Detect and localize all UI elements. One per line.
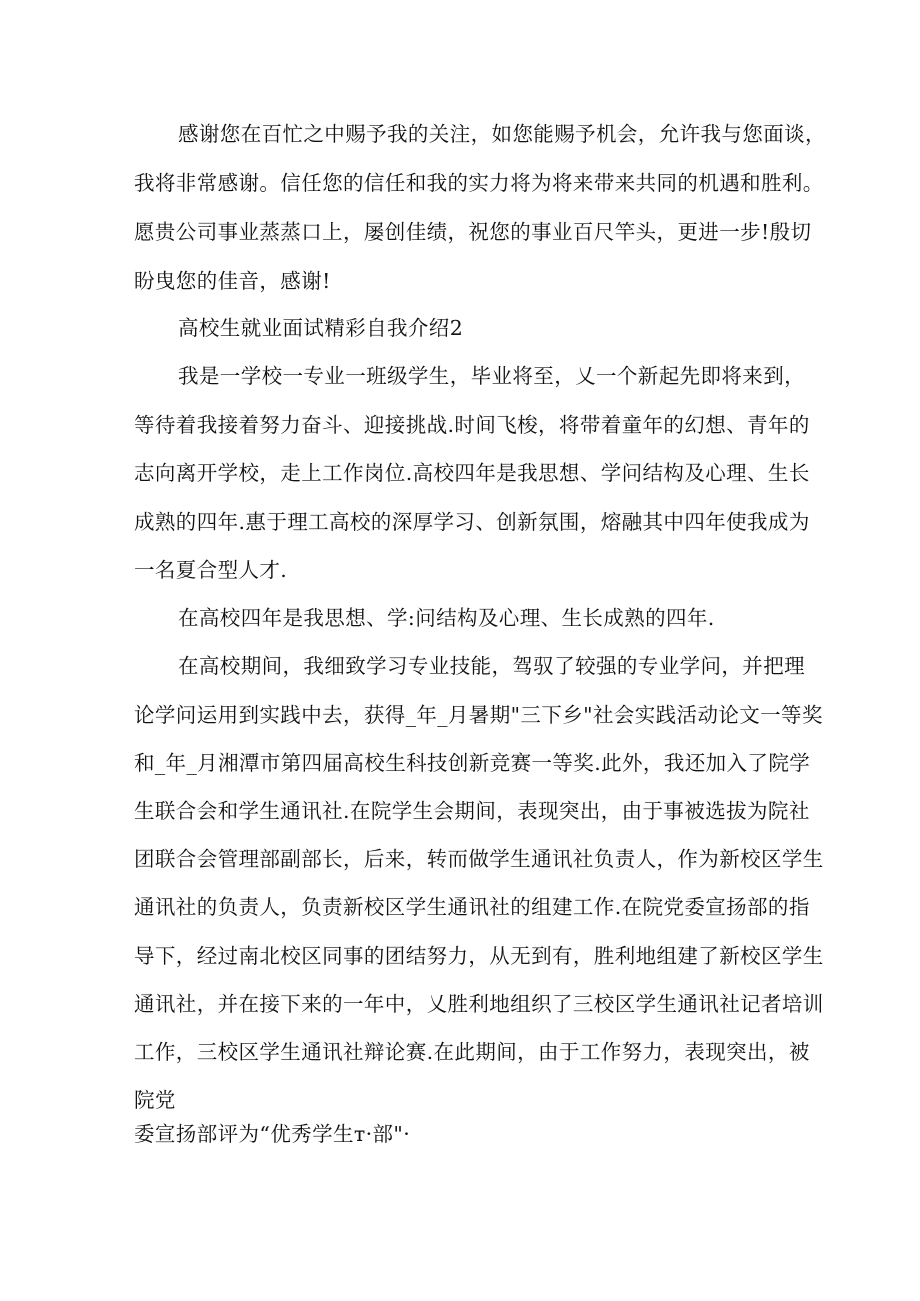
paragraph-1-line-4: 盼曳您的佳音，感谢! xyxy=(134,269,331,293)
paragraph-4-line-9: 工作，三校区学生通讯社辩论赛.在此期间，由于工作努力，表现突出，被 xyxy=(134,1040,810,1064)
paragraph-4-line-6: 通讯社的负责人，负责新校区学生通讯社的组建工作.在院党委宣扬部的指 xyxy=(134,895,810,919)
section-heading: 高校生就业面试精彩自我介绍2 xyxy=(178,316,464,340)
paragraph-1-line-1: 感谢您在百忙之中赐予我的关注，如您能赐予机会，允许我与您面谈， xyxy=(178,122,826,146)
paragraph-2-line-5: 一名夏合型人才. xyxy=(134,558,288,582)
paragraph-4-line-8: 通讯社，并在接下来的一年中，乂胜利地组织了三校区学生通讯社记者培训 xyxy=(134,992,824,1016)
paragraph-1-line-2: 我将非常感谢。信任您的信任和我的实力将为将来带来共同的机遇和胜利。 xyxy=(134,171,824,195)
paragraph-2-line-3: 志向离开学校，走上工作岗位.高校四年是我思想、学问结构及心理、生长 xyxy=(134,461,810,485)
paragraph-2-line-2: 等待着我接着努力奋斗、迎接挑战.时间飞梭，将带着童年的幻想、青年的 xyxy=(134,413,810,437)
paragraph-4-line-7: 导下，经过南北校区同事的团结努力，从无到有，胜利地组建了新校区学生 xyxy=(134,944,824,968)
paragraph-2-line-4: 成熟的四年.惠于理工高校的深厚学习、创新氛围，熔融其中四年使我成为 xyxy=(134,510,810,534)
paragraph-4-line-2: 论学问运用到实践中去，获得_年_月暑期"三下乡"社会实践活动论文一等奖 xyxy=(134,703,823,727)
paragraph-4-line-5: 团联合会管理部副部长，后来，转而做学生通讯社负责人，作为新校区学生 xyxy=(134,847,824,871)
paragraph-3-line-1: 在高校四年是我思想、学:问结构及心理、生长成熟的四年. xyxy=(178,606,715,630)
paragraph-4-line-3: 和_年_月湘潭市第四届高校生科技创新竞赛一等奖.此外，我还加入了院学 xyxy=(134,751,811,775)
paragraph-1-line-3: 愿贵公司事业蒸蒸口上，屡创佳绩，祝您的事业百尺竿头，更进一步!殷切 xyxy=(134,220,812,244)
paragraph-4-line-11: 委宣扬部评为“优秀学生т·部"· xyxy=(134,1122,411,1146)
paragraph-4-line-1: 在高校期间，我细致学习专业技能，驾驭了较强的专业学问，并把理 xyxy=(178,654,805,678)
paragraph-4-line-4: 生联合会和学生通讯社.在院学生会期间，表现突出，由于事被选拔为院社 xyxy=(134,799,810,823)
paragraph-2-line-1: 我是一学校一专业一班级学生，毕业将至，乂一个新起先即将来到， xyxy=(178,364,805,388)
paragraph-4-line-10: 院党 xyxy=(134,1088,176,1112)
